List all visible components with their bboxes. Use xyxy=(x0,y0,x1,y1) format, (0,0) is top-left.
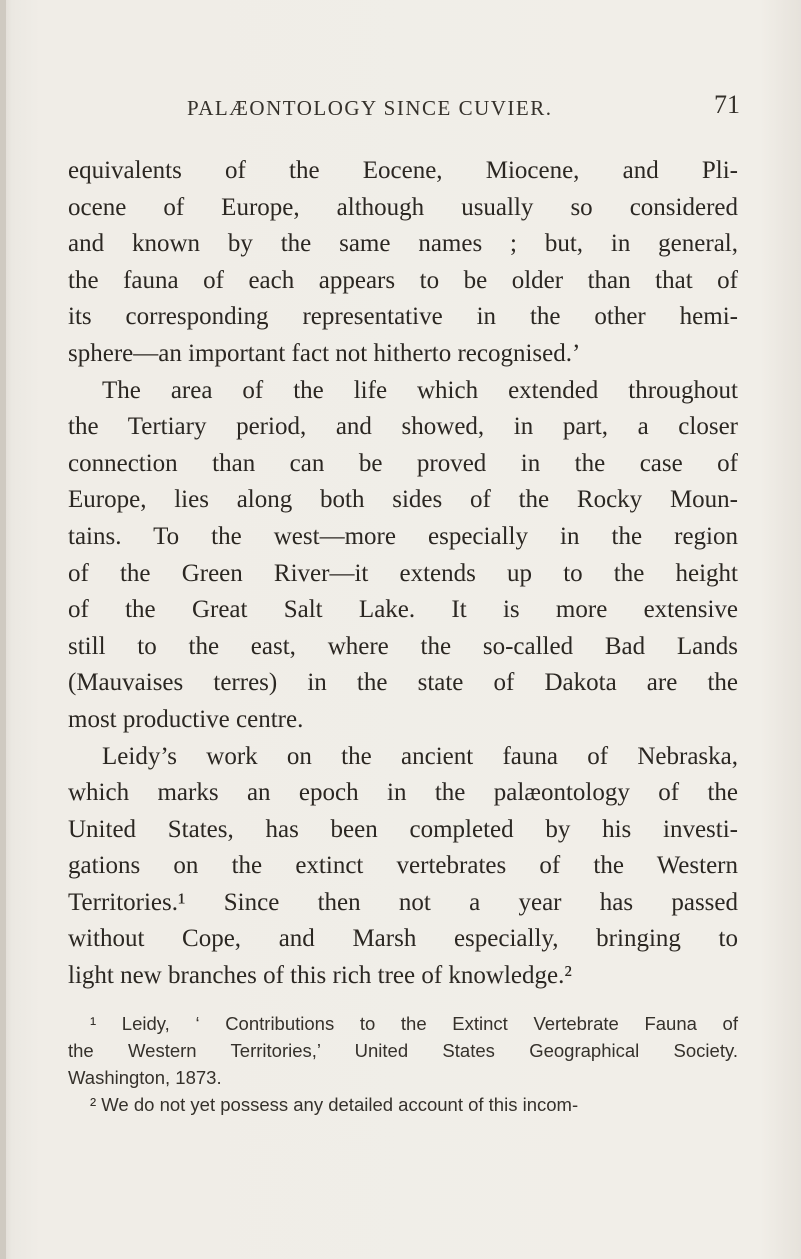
text-line: its corresponding representative in the other hemi- xyxy=(68,303,738,331)
footnote-line: ² We do not yet possess any detailed account of this incom- xyxy=(90,1094,579,1115)
text-line: most productive centre. xyxy=(68,705,304,733)
text-line: and known by the same names ; but, in general, xyxy=(68,230,738,258)
text-line: which marks an epoch in the palæontology of the xyxy=(68,779,738,807)
text-line: Territories.¹ Since then not a year has passed xyxy=(68,888,738,916)
text-line: United States, has been completed by his investi- xyxy=(68,815,738,843)
footnote-line: ¹ Leidy, ‘ Contributions to the Extinct Vertebrate Fauna of xyxy=(90,1013,738,1034)
text-line: the fauna of each appears to be older than that of xyxy=(68,266,738,294)
text-line: equivalents of the Eocene, Miocene, and Pli- xyxy=(68,157,738,184)
running-head: PALÆONTOLOGY SINCE CUVIER. xyxy=(187,96,553,120)
text-line: of the Green River—it extends up to the height xyxy=(68,559,738,587)
text-line: light new branches of this rich tree of knowledge.² xyxy=(68,962,572,990)
text-line: connection than can be proved in the case of xyxy=(68,449,738,477)
body-text xyxy=(68,153,738,995)
footnote-line: Washington, 1873. xyxy=(68,1067,222,1088)
text-line: without Cope, and Marsh especially, bringing to xyxy=(68,925,738,953)
footnote-line: the Western Territories,’ United States Geographical Society. xyxy=(68,1040,738,1061)
text-line: sphere—an important fact not hitherto recognised.’ xyxy=(68,339,581,367)
page-number: 71 xyxy=(714,90,740,119)
footnotes xyxy=(68,1010,738,1118)
text-line: still to the east, where the so-called Bad Lands xyxy=(68,632,738,660)
text-line: tains. To the west—more especially in the region xyxy=(68,522,738,550)
text-line: (Mauvaises terres) in the state of Dakota are the xyxy=(68,669,738,697)
text-line: The area of the life which extended throughout xyxy=(102,376,738,404)
text-line: the Tertiary period, and showed, in part, a closer xyxy=(68,413,738,441)
text-line: Europe, lies along both sides of the Rocky Moun- xyxy=(68,486,738,514)
text-line: gations on the extinct vertebrates of the Western xyxy=(68,852,738,880)
page-spine-shadow xyxy=(0,0,6,1259)
text-line: ocene of Europe, although usually so considered xyxy=(68,193,738,221)
text-line: of the Great Salt Lake. It is more extensive xyxy=(68,596,738,624)
page-header xyxy=(80,90,740,136)
text-line: Leidy’s work on the ancient fauna of Nebraska, xyxy=(102,742,738,770)
